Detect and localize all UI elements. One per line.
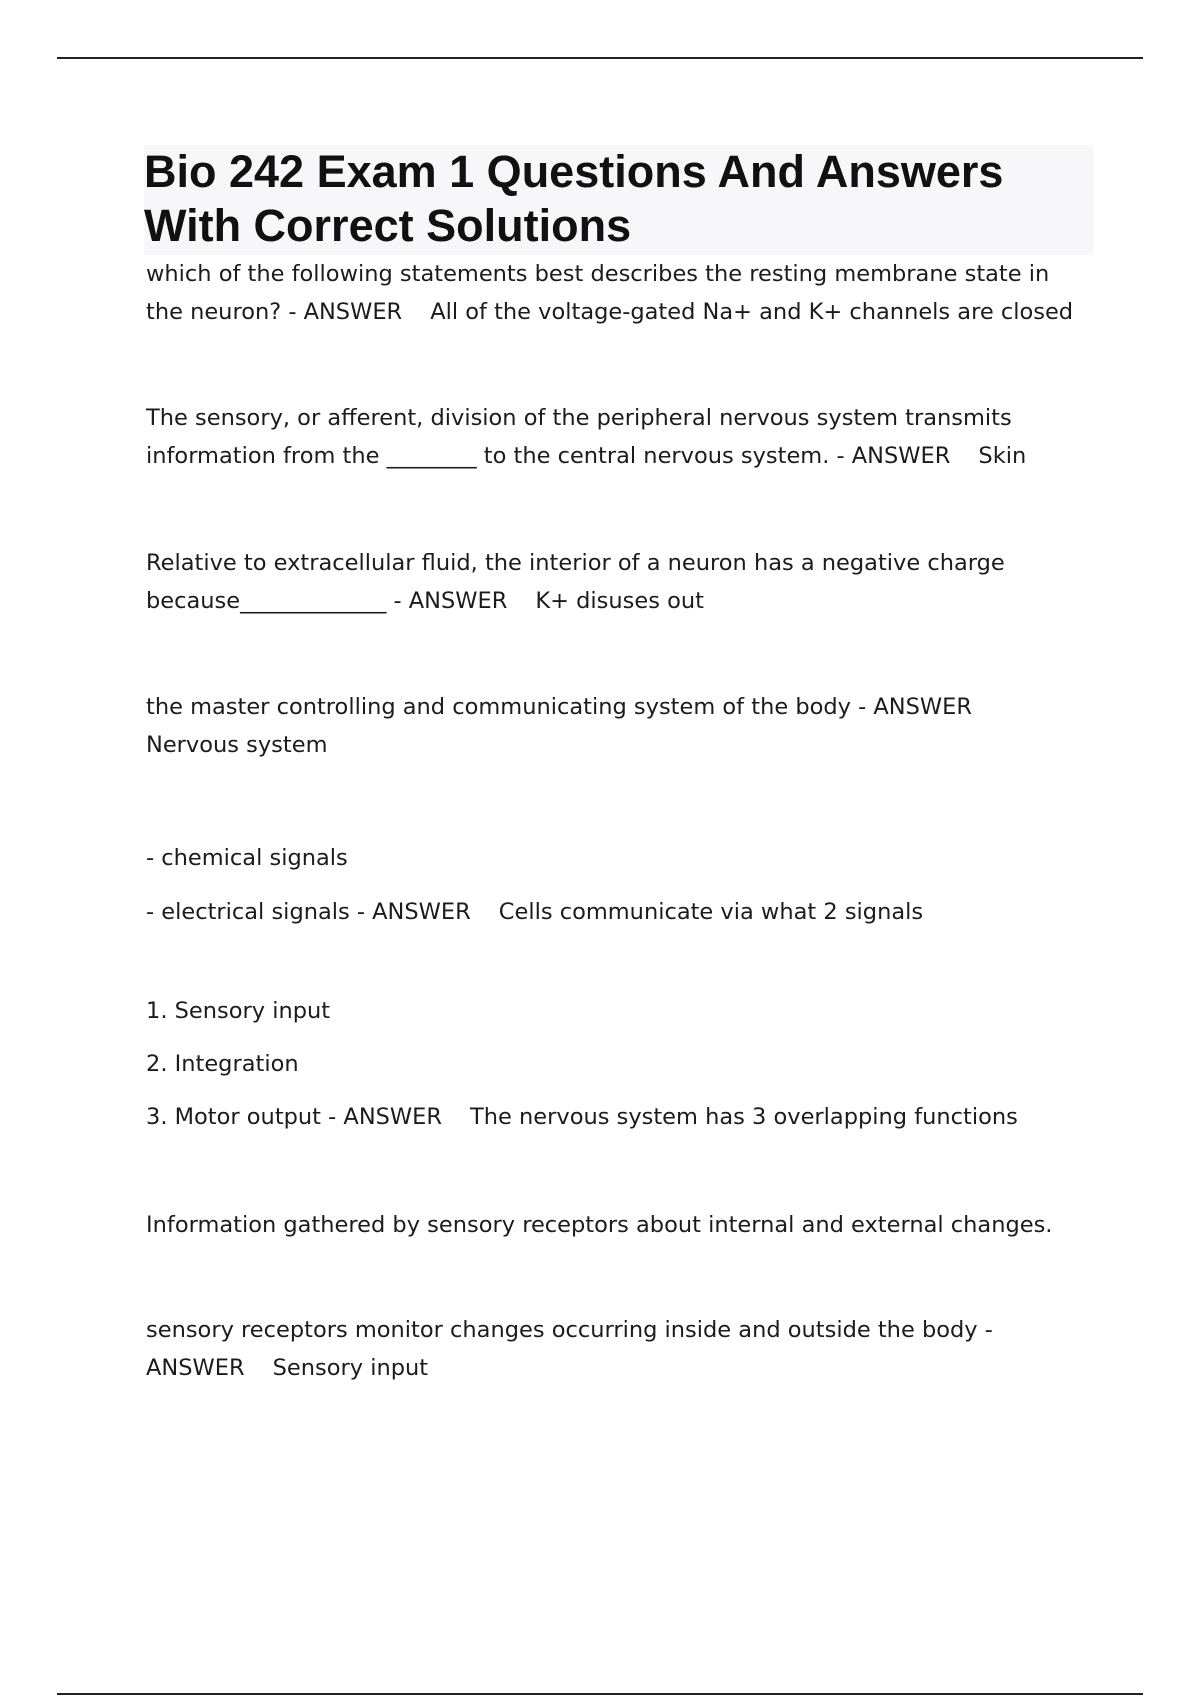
question-text: which of the following statements best describes the resting membrane state in	[146, 261, 1050, 287]
answer-text: Sensory input	[272, 1355, 429, 1381]
list-item: - chemical signals	[146, 845, 348, 871]
question-text: ANSWER	[146, 1355, 245, 1381]
question-text: Relative to extracellular fluid, the interior of a neuron has a negative charge	[146, 550, 1005, 576]
list-item: 1. Sensory input	[146, 998, 331, 1024]
top-rule	[57, 57, 1143, 59]
qa-item-3	[146, 544, 1086, 620]
qa-item-8	[146, 1311, 1086, 1387]
question-text: Information gathered by sensory receptors about internal and external changes.	[146, 1212, 1053, 1238]
question-text: The sensory, or afferent, division of the peripheral nervous system transmits	[146, 405, 1012, 431]
question-text: sensory receptors monitor changes occurring inside and outside the body -	[146, 1317, 993, 1343]
question-text: 3. Motor output - ANSWER	[146, 1104, 443, 1130]
answer-text: K+ disuses out	[535, 588, 704, 614]
question-text: the neuron? - ANSWER	[146, 299, 403, 325]
document-title	[144, 145, 1094, 255]
qa-item-5	[146, 831, 1086, 939]
answer-text: The nervous system has 3 overlapping functions	[470, 1104, 1018, 1130]
question-text: information from the ________ to the central nervous system. - ANSWER	[146, 443, 951, 469]
question-text: because_____________ - ANSWER	[146, 588, 508, 614]
title-line-1: Bio 242 Exam 1 Questions And Answers	[144, 146, 1004, 197]
qa-item-6	[146, 985, 1086, 1144]
answer-text: Skin	[978, 443, 1027, 469]
question-text: - electrical signals - ANSWER	[146, 899, 471, 925]
qa-item-4	[146, 688, 1086, 764]
answer-text: Cells communicate via what 2 signals	[498, 899, 924, 925]
qa-item-1	[146, 255, 1086, 331]
bottom-rule	[57, 1693, 1143, 1695]
answer-text: All of the voltage-gated Na+ and K+ channels are closed	[430, 299, 1074, 325]
answer-text: Nervous system	[146, 732, 328, 758]
title-line-2: With Correct Solutions	[144, 200, 632, 251]
qa-item-7	[146, 1206, 1086, 1244]
list-item: 2. Integration	[146, 1051, 299, 1077]
question-text: the master controlling and communicating system of the body - ANSWER	[146, 694, 972, 720]
qa-item-2	[146, 399, 1086, 475]
